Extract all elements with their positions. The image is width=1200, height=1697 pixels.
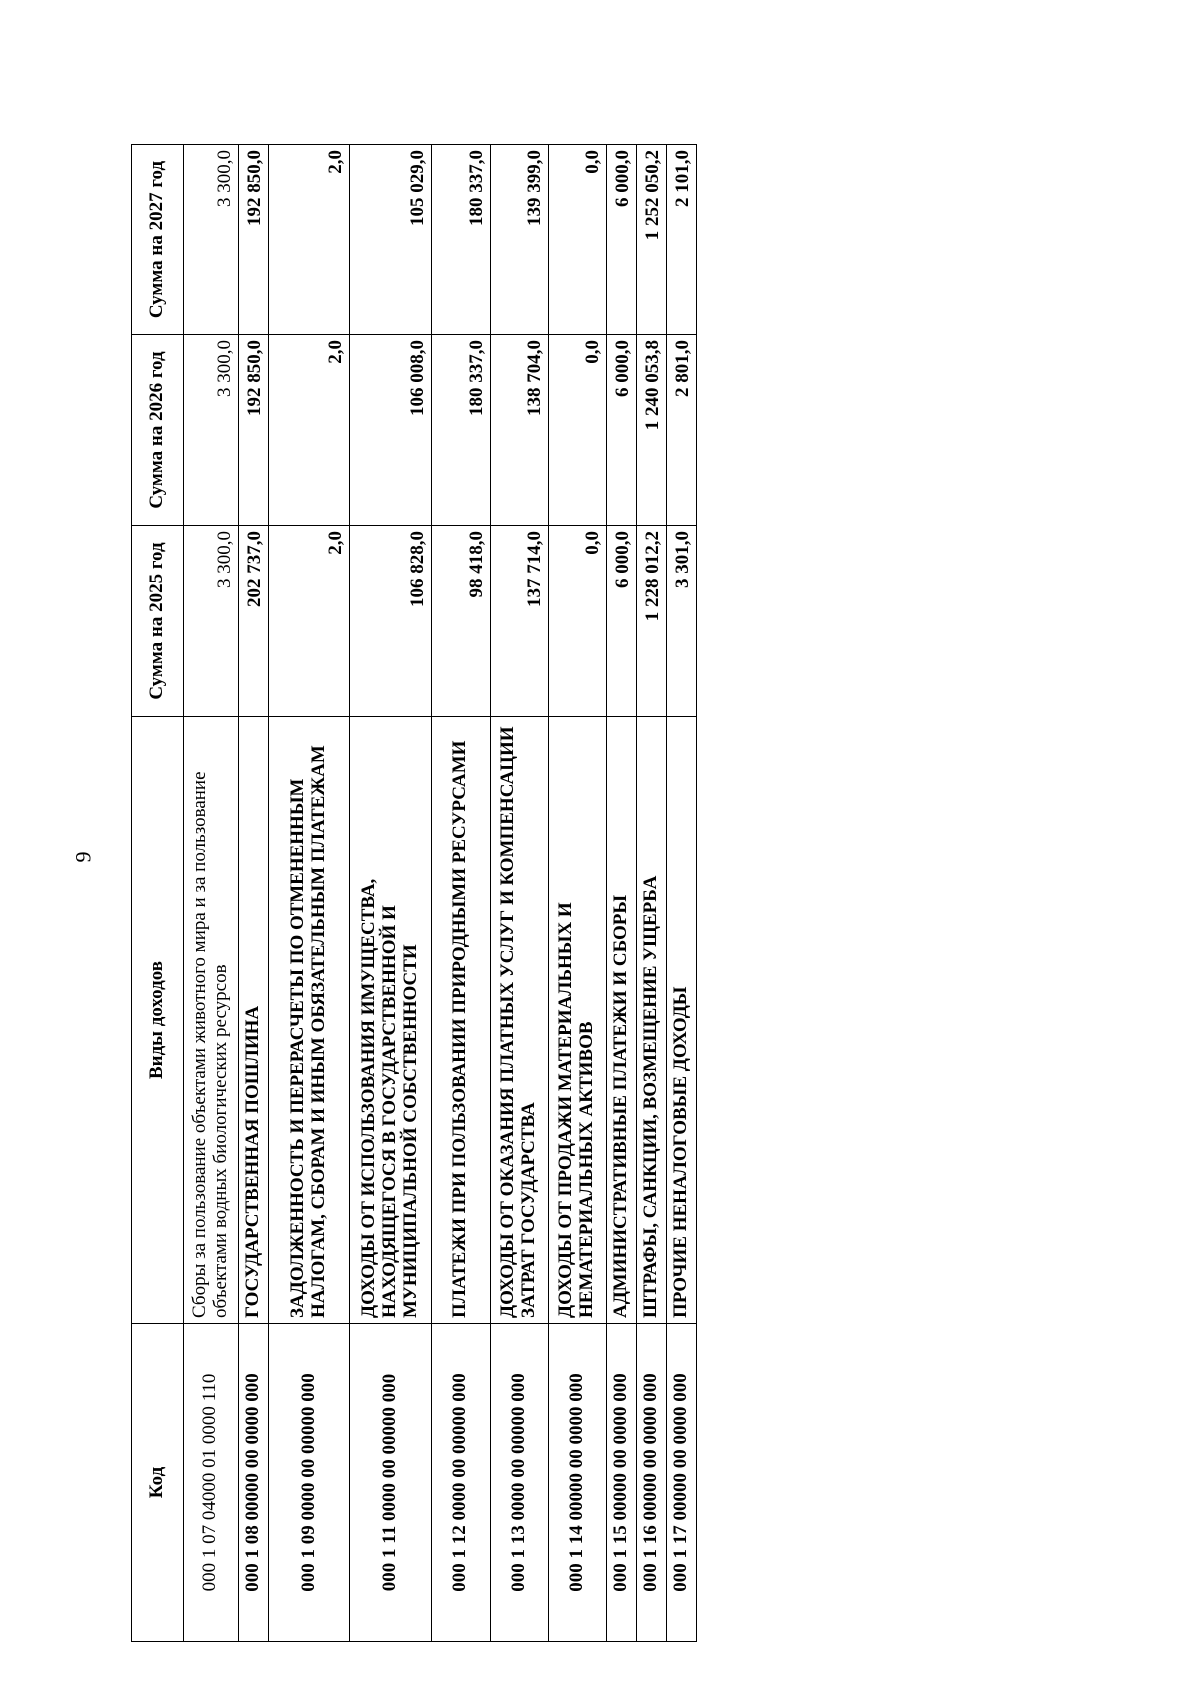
row-value-2025: 2,0 [268, 526, 350, 717]
header-code: Код [132, 1324, 184, 1642]
row-value-2025: 137 714,0 [490, 526, 548, 717]
row-value-2025: 3 301,0 [666, 526, 696, 717]
row-value-2027: 2 101,0 [666, 145, 696, 335]
row-code: 000 1 13 0000 00 00000 000 [490, 1324, 548, 1642]
income-table [131, 144, 697, 1642]
row-value-2026: 192 850,0 [238, 335, 268, 526]
row-value-2026: 2 801,0 [666, 335, 696, 526]
rotated-table-wrapper [131, 145, 697, 1642]
row-value-2026: 3 300,0 [184, 335, 239, 526]
row-name: Сборы за пользование объектами животного мира и за пользование объектами водных биологических ресурсов [184, 717, 239, 1324]
row-name: ДОХОДЫ ОТ ИСПОЛЬЗОВАНИЯ ИМУЩЕСТВА, НАХОДЯЩЕГОСЯ В ГОСУДАРСТВЕННОЙ И МУНИЦИПАЛЬНОЙ СОБСТВЕННОСТИ [350, 717, 432, 1324]
row-name: ДОХОДЫ ОТ ПРОДАЖИ МАТЕРИАЛЬНЫХ И НЕМАТЕРИАЛЬНЫХ АКТИВОВ [548, 717, 606, 1324]
table-row [238, 145, 268, 1642]
row-name: ЗАДОЛЖЕННОСТЬ И ПЕРЕРАСЧЕТЫ ПО ОТМЕНЕННЫМ НАЛОГАМ, СБОРАМ И ИНЫМ ОБЯЗАТЕЛЬНЫМ ПЛАТЕЖАМ [268, 717, 350, 1324]
row-code: 000 1 16 00000 00 0000 000 [636, 1324, 666, 1642]
row-value-2025: 98 418,0 [431, 526, 490, 717]
row-code: 000 1 15 00000 00 0000 000 [606, 1324, 636, 1642]
row-value-2026: 2,0 [268, 335, 350, 526]
row-value-2027: 6 000,0 [606, 145, 636, 335]
header-2027: Сумма на 2027 год [132, 145, 184, 335]
row-value-2026: 180 337,0 [431, 335, 490, 526]
row-value-2025: 106 828,0 [350, 526, 432, 717]
row-code: 000 1 07 04000 01 0000 110 [184, 1324, 239, 1642]
row-code: 000 1 14 00000 00 0000 000 [548, 1324, 606, 1642]
row-code: 000 1 17 00000 00 0000 000 [666, 1324, 696, 1642]
header-2025: Сумма на 2025 год [132, 526, 184, 717]
row-value-2027: 0,0 [548, 145, 606, 335]
table-row [184, 145, 239, 1642]
row-value-2025: 1 228 012,2 [636, 526, 666, 717]
row-value-2026: 106 008,0 [350, 335, 432, 526]
row-name: ШТРАФЫ, САНКЦИИ, ВОЗМЕЩЕНИЕ УЩЕРБА [636, 717, 666, 1324]
table-row [636, 145, 666, 1642]
table-row [548, 145, 606, 1642]
row-name: ДОХОДЫ ОТ ОКАЗАНИЯ ПЛАТНЫХ УСЛУГ И КОМПЕНСАЦИИ ЗАТРАТ ГОСУДАРСТВА [490, 717, 548, 1324]
row-code: 000 1 09 0000 00 00000 000 [268, 1324, 350, 1642]
header-2026: Сумма на 2026 год [132, 335, 184, 526]
table-row [666, 145, 696, 1642]
row-name: ПРОЧИЕ НЕНАЛОГОВЫЕ ДОХОДЫ [666, 717, 696, 1324]
row-value-2026: 1 240 053,8 [636, 335, 666, 526]
row-value-2026: 138 704,0 [490, 335, 548, 526]
row-value-2025: 202 737,0 [238, 526, 268, 717]
header-name: Виды доходов [132, 717, 184, 1324]
row-value-2027: 2,0 [268, 145, 350, 335]
header-row [132, 145, 184, 1642]
row-value-2026: 0,0 [548, 335, 606, 526]
row-value-2025: 6 000,0 [606, 526, 636, 717]
table-row [268, 145, 350, 1642]
page-number: 9 [70, 851, 96, 863]
row-value-2027: 3 300,0 [184, 145, 239, 335]
table-row [490, 145, 548, 1642]
table-row [606, 145, 636, 1642]
row-value-2027: 192 850,0 [238, 145, 268, 335]
row-value-2027: 180 337,0 [431, 145, 490, 335]
row-value-2025: 3 300,0 [184, 526, 239, 717]
row-name: АДМИНИСТРАТИВНЫЕ ПЛАТЕЖИ И СБОРЫ [606, 717, 636, 1324]
row-value-2025: 0,0 [548, 526, 606, 717]
row-name: ПЛАТЕЖИ ПРИ ПОЛЬЗОВАНИИ ПРИРОДНЫМИ РЕСУРСАМИ [431, 717, 490, 1324]
row-value-2027: 105 029,0 [350, 145, 432, 335]
row-value-2026: 6 000,0 [606, 335, 636, 526]
row-code: 000 1 11 0000 00 00000 000 [350, 1324, 432, 1642]
row-code: 000 1 12 0000 00 00000 000 [431, 1324, 490, 1642]
row-code: 000 1 08 00000 00 0000 000 [238, 1324, 268, 1642]
row-value-2027: 1 252 050,2 [636, 145, 666, 335]
row-name: ГОСУДАРСТВЕННАЯ ПОШЛИНА [238, 717, 268, 1324]
table-row [431, 145, 490, 1642]
row-value-2027: 139 399,0 [490, 145, 548, 335]
table-row [350, 145, 432, 1642]
